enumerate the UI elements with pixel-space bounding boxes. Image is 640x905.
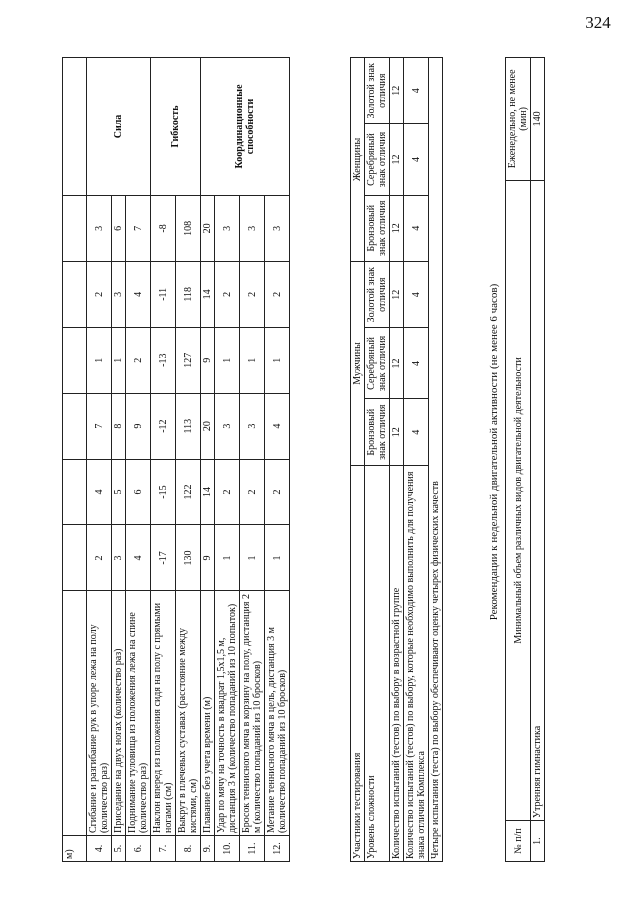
norms-row — [201, 58, 215, 862]
norm-value: -8 — [151, 195, 176, 261]
norm-value: 6 — [126, 459, 151, 525]
norm-value: 130 — [176, 525, 201, 591]
norm-value: 2 — [240, 261, 265, 327]
summary-note: Четыре испытания (теста) по выбору обеспечивают оценку четырех физических качеств — [429, 58, 443, 862]
summary-label: Количество испытаний (тестов) по выбору в возрастной группе — [390, 465, 404, 861]
summary-row — [404, 58, 429, 862]
summary-value: 12 — [390, 399, 404, 465]
norm-value: 2 — [240, 459, 265, 525]
rec-name: Утренняя гимнастика — [531, 180, 545, 820]
norm-value: -11 — [151, 261, 176, 327]
norm-value: 4 — [126, 525, 151, 591]
badge-label: Серебряный знак отличия — [365, 328, 390, 399]
row-number: 9. — [201, 836, 215, 862]
norm-value: 8 — [112, 393, 126, 459]
summary-row — [390, 58, 404, 862]
norm-value: 122 — [176, 459, 201, 525]
norm-value: 3 — [112, 525, 126, 591]
rotated-page — [40, 32, 580, 862]
summary-value: 12 — [390, 195, 404, 261]
summary-body — [390, 58, 429, 862]
norm-value: 9 — [201, 327, 215, 393]
badge-label: Серебряный знак отличия — [365, 124, 390, 195]
summary-value: 12 — [390, 328, 404, 399]
row-number: 11. — [240, 836, 265, 862]
summary-label: Количество испытаний (тестов) по выбору, которые необходимо выполнить для получения знака отличия Комплекса — [404, 465, 429, 861]
norm-value: -13 — [151, 327, 176, 393]
summary-value: 4 — [404, 261, 429, 327]
norm-value: 2 — [87, 261, 112, 327]
recommendations-title: Рекомендации к недельной двигательной активности (не менее 6 часов) — [488, 283, 500, 621]
norm-value: 3 — [265, 195, 290, 261]
row-number: 4. — [87, 836, 112, 862]
norm-value: 2 — [87, 525, 112, 591]
test-name: Выкрут в плечевых суставах (расстояние между кистями, см) — [176, 591, 201, 836]
norm-value: 1 — [265, 327, 290, 393]
summary-value: 4 — [404, 124, 429, 195]
norms-row — [151, 58, 176, 862]
norm-value: 9 — [126, 393, 151, 459]
norm-value: 5 — [112, 459, 126, 525]
norm-value: 9 — [201, 525, 215, 591]
summary-value: 12 — [390, 58, 404, 124]
norm-value: 1 — [87, 327, 112, 393]
norm-value: 1 — [240, 525, 265, 591]
rec-row — [531, 58, 545, 862]
row-number: 8. — [176, 836, 201, 862]
norm-value: 3 — [215, 393, 240, 459]
test-name: Приседание на двух ногах (количество раз) — [112, 591, 126, 836]
norms-body — [87, 58, 290, 862]
summary-value: 12 — [390, 261, 404, 327]
norm-value: 2 — [215, 261, 240, 327]
norm-value: 2 — [126, 327, 151, 393]
norms-header-cont: м) — [63, 836, 87, 862]
level-label: Уровень сложности — [365, 465, 390, 861]
row-number: 5. — [112, 836, 126, 862]
norm-value: 3 — [112, 261, 126, 327]
norm-value: 7 — [126, 195, 151, 261]
test-name: Бросок теннисного мяча в корзину на полу, дистанция 2 м (количество попаданий из 10 бросков) — [240, 591, 265, 836]
summary-value: 4 — [404, 58, 429, 124]
norm-value: 118 — [176, 261, 201, 327]
test-name: Удар по мячу на точность в квадрат 1,5х1,5 м, дистанция 3 м (количество попаданий из 10 попыток) — [215, 591, 240, 836]
norm-value: 20 — [201, 393, 215, 459]
norm-value: 3 — [215, 195, 240, 261]
norm-value: 2 — [215, 459, 240, 525]
men-label: Мужчины — [351, 261, 365, 465]
row-number: 12. — [265, 836, 290, 862]
norm-value: 4 — [87, 459, 112, 525]
participants-label: Участники тестирования — [351, 465, 365, 861]
norm-value: 3 — [87, 195, 112, 261]
norms-header-row — [63, 58, 87, 862]
rec-number: 1. — [531, 821, 545, 862]
women-label: Женщины — [351, 58, 365, 262]
test-name: Плавание без учета времени (м) — [201, 591, 215, 836]
summary-value: 4 — [404, 328, 429, 399]
norm-value: 14 — [201, 261, 215, 327]
rec-col-num: № п/п — [506, 821, 531, 862]
test-name: Поднимание туловища из положения лежа на спине (количество раз) — [126, 591, 151, 836]
norm-value: 3 — [240, 393, 265, 459]
norm-value: 113 — [176, 393, 201, 459]
norm-value: -17 — [151, 525, 176, 591]
quality-group: Сила — [87, 58, 151, 196]
row-number: 10. — [215, 836, 240, 862]
norm-value: 1 — [265, 525, 290, 591]
summary-value: 12 — [390, 124, 404, 195]
norm-value: -12 — [151, 393, 176, 459]
test-name: Наклон вперед из положения сидя на полу с прямыми ногами (см) — [151, 591, 176, 836]
norm-value: 1 — [112, 327, 126, 393]
summary-table — [350, 57, 443, 862]
norm-value: 14 — [201, 459, 215, 525]
norm-value: 127 — [176, 327, 201, 393]
norms-row — [87, 58, 112, 862]
norm-value: 3 — [240, 195, 265, 261]
badge-label: Золотой знак отличия — [365, 261, 390, 327]
row-number: 7. — [151, 836, 176, 862]
norm-value: 4 — [126, 261, 151, 327]
rec-value: 140 — [531, 58, 545, 181]
summary-value: 4 — [404, 195, 429, 261]
norm-value: 2 — [265, 459, 290, 525]
norm-value: -15 — [151, 459, 176, 525]
badge-label: Бронзовый знак отличия — [365, 195, 390, 261]
norm-value: 1 — [215, 327, 240, 393]
quality-group: Гибкость — [151, 58, 201, 196]
recommendations-table — [505, 57, 545, 862]
page-number: 324 — [585, 13, 611, 32]
norms-table — [62, 57, 290, 862]
test-name: Сгибание и разгибание рук в упоре лежа на полу (количество раз) — [87, 591, 112, 836]
row-number: 6. — [126, 836, 151, 862]
norm-value: 7 — [87, 393, 112, 459]
norm-value: 4 — [265, 393, 290, 459]
norm-value: 1 — [240, 327, 265, 393]
rec-col-name: Минимальный объем различных видов двигательной деятельности — [506, 180, 531, 820]
norm-value: 2 — [265, 261, 290, 327]
badge-label: Бронзовый знак отличия — [365, 399, 390, 465]
rec-body — [531, 58, 545, 862]
norm-value: 1 — [215, 525, 240, 591]
norm-value: 108 — [176, 195, 201, 261]
summary-value: 4 — [404, 399, 429, 465]
rec-col-value: Еженедельно, не менее (мин) — [506, 58, 531, 181]
badge-label: Золотой знак отличия — [365, 58, 390, 124]
quality-group: Координационные способности — [201, 58, 290, 196]
norm-value: 6 — [112, 195, 126, 261]
norm-value: 20 — [201, 195, 215, 261]
test-name: Метание теннисного мяча в цель, дистанция 3 м (количество попаданий из 10 бросков) — [265, 591, 290, 836]
